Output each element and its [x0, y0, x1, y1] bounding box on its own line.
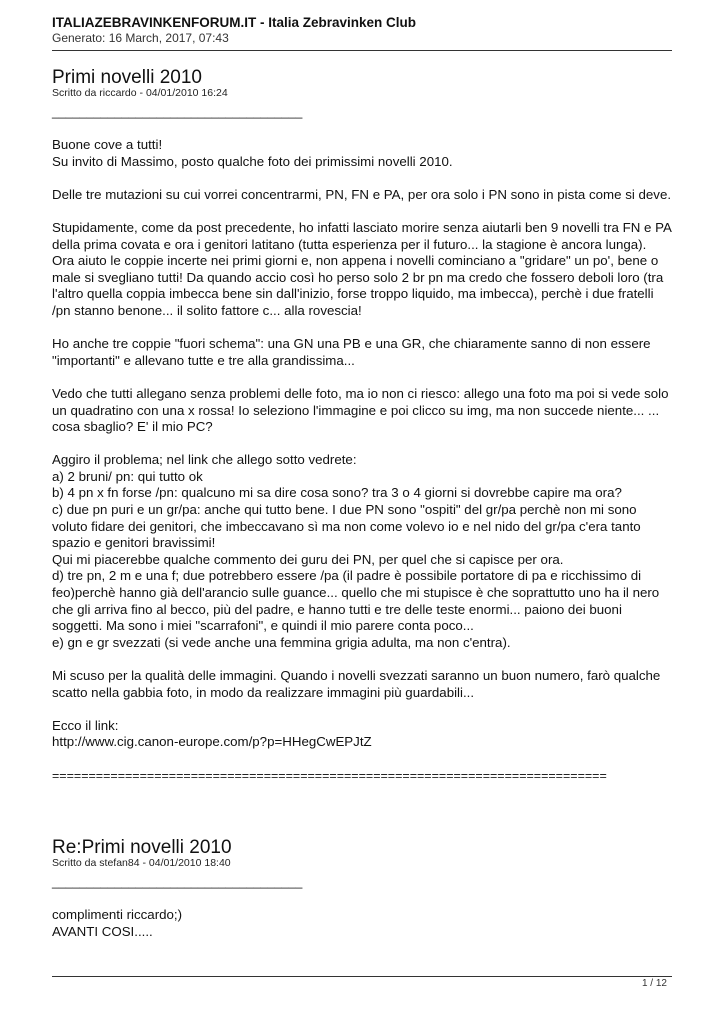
generated-timestamp: Generato: 16 March, 2017, 07:43 — [52, 31, 229, 45]
post-paragraph: Qui mi piacerebbe qualche commento dei guru dei PN, per quel che si capisce per ora. — [52, 551, 564, 567]
post-title: Primi novelli 2010 — [52, 67, 202, 88]
external-link[interactable] — [52, 734, 672, 751]
post-body — [52, 137, 672, 751]
post-title-underline: ____________________________________ — [52, 875, 303, 889]
post-paragraph: AVANTI COSI..... — [52, 923, 153, 939]
post-paragraph: Aggiro il problema; nel link che allego sotto vedrete: — [52, 452, 357, 468]
post-paragraph: Vedo che tutti allegano senza problemi delle foto, ma io non ci riesco: allego una foto ma poi si vede solo un quadratino con una x rossa! Io seleziono l'immagine e poi clicco su img, ma non succede niente... ... cosa sbaglio? E' il mio PC? — [52, 385, 669, 435]
forum-post-1 — [52, 68, 672, 783]
page-number: 1 / 12 — [641, 978, 667, 989]
header-divider — [52, 50, 672, 51]
list-item-a: a) 2 bruni/ pn: qui tutto ok — [52, 468, 203, 484]
post-separator: ============================================================================ — [52, 768, 607, 783]
list-item-d: d) tre pn, 2 m e una f; due potrebbero essere /pa (il padre è possibile portatore di pa e ricchissimo di feo)perchè hanno già dell'arancio sulle guance... quello che mi stupisce è che soprattutto uno ha il nero che gli arriva fino al becco, più del padre, e hanno tutti e tre delle teste enormi... paiono dei buoni soggetti. Ma sono i miei "scarrafoni", e quindi il mio parere conta poco... — [52, 568, 660, 634]
page-header — [52, 15, 672, 46]
post-paragraph: Buone cove a tutti! — [52, 137, 163, 152]
post-paragraph: Ecco il link: — [52, 717, 119, 733]
post-body — [52, 907, 672, 940]
list-item-e: e) gn e gr svezzati (si vede anche una femmina grigia adulta, ma non c'entra). — [52, 634, 511, 650]
list-item-c: c) due pn puri e un gr/pa: anche qui tutto bene. I due PN sono "ospiti" del gr/pa perchè non mi sono voluto fidare dei genitori, che imbeccavano sì ma non come volevo io e nel nido del gr/pa c'era tanto spazio e genitori bravissimi! — [52, 502, 641, 551]
canon-gallery-link[interactable]: http://www.cig.canon-europe.com/p?p=HHegCwEPJtZ — [52, 734, 372, 750]
post-paragraph: Ho anche tre coppie "fuori schema": una GN una PB e una GR, che chiaramente sanno di non essere "importanti" e allevano tutte e tre alla grandissima... — [52, 336, 651, 368]
post-meta: Scritto da riccardo - 04/01/2010 16:24 — [52, 87, 228, 99]
site-title: ITALIAZEBRAVINKENFORUM.IT - Italia Zebravinken Club — [52, 15, 417, 30]
forum-post-2 — [52, 838, 672, 940]
post-title: Re:Primi novelli 2010 — [52, 837, 232, 858]
list-item-b: b) 4 pn x fn forse /pn: qualcuno mi sa dire cosa sono? tra 3 o 4 giorni si dovrebbe capire ma ora? — [52, 485, 622, 501]
post-paragraph: Mi scuso per la qualità delle immagini. Quando i novelli svezzati saranno un buon numero, farò qualche scatto nella gabbia foto, in modo da realizzare immagini più guardabili... — [52, 668, 661, 700]
post-meta: Scritto da stefan84 - 04/01/2010 18:40 — [52, 857, 231, 869]
post-paragraph: Stupidamente, come da post precedente, ho infatti lasciato morire senza aiutarli ben 9 novelli tra FN e PA della prima covata e ora i genitori latitano (tutta esperienza per il futuro... la stagione è ancora lunga). Ora aiuto le coppie incerte nei primi giorni e, non appena i novelli cominciano a "gridare" un po', bene o male si svegliano tutti! Da quando accio così ho perso solo 2 br pn ma credo che fossero deboli loro (tra l'altro quella coppia imbecca bene sin dall'inizio, forse troppo liquido, ma imbecca), perchè i due fratelli /pn stanno benone... il solito fattore c... alla rovescia! — [52, 219, 672, 318]
post-paragraph: complimenti riccardo;) — [52, 907, 183, 922]
post-paragraph: Delle tre mutazioni su cui vorrei concentrarmi, PN, FN e PA, per ora solo i PN sono in pista come si deve. — [52, 186, 672, 202]
post-paragraph: Su invito di Massimo, posto qualche foto dei primissimi novelli 2010. — [52, 153, 453, 169]
post-title-underline: ____________________________________ — [52, 105, 303, 119]
footer-divider — [52, 976, 672, 977]
